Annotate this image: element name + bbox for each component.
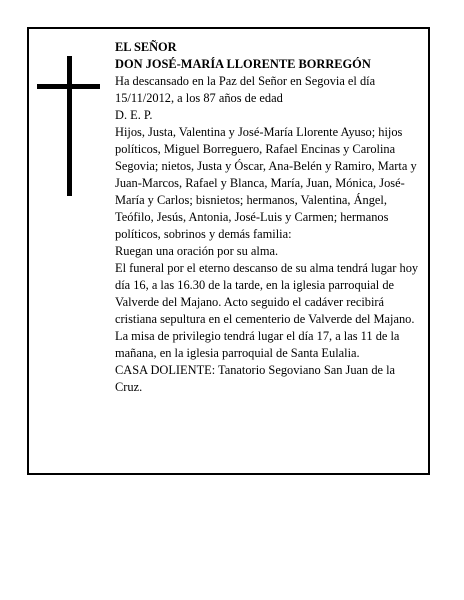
funeral-details: El funeral por el eterno descanso de su alma tendrá lugar hoy día 16, a las 16.30 de la tarde, en la iglesia parroquial de Valverde del Majano. Acto seguido el cadáver recibirá cristiana sepultura en el cementerio de Valverde del Majano. La misa de privilegio tendrá lugar el día 17, a las 11 de la mañana, en la iglesia parroquial de Santa Eulalia. <box>115 261 419 360</box>
cross-horizontal-bar <box>37 84 100 89</box>
announcement: Ha descansado en la Paz del Señor en Segovia el día 15/11/2012, a los 87 años de edad <box>115 74 376 105</box>
cross-vertical-bar <box>67 56 72 196</box>
casa-doliente: CASA DOLIENTE: Tanatorio Segoviano San Juan de la Cruz. <box>115 363 396 394</box>
obituary-text <box>115 39 420 396</box>
family-list: Hijos, Justa, Valentina y José-María Llorente Ayuso; hijos políticos, Miguel Borreguero, Rafael Encinas y Carolina Segovia; nietos, Justa y Óscar, Ana-Belén y Ramiro, Marta y Juan-Marcos, Rafael y Blanca, María, Juan, Mónica, José-María y Carlos; bisnietos; hermanos, Valentina, Ángel, Teófilo, Jesús, Antonia, José-Luis y Carmen; hermanos políticos, sobrinos y demás familia: <box>115 125 417 241</box>
title-line-1: EL SEÑOR <box>115 40 177 54</box>
dep: D. E. P. <box>115 108 153 122</box>
deceased-name: DON JOSÉ-MARÍA LLORENTE BORREGÓN <box>115 57 371 71</box>
prayer-request: Ruegan una oración por su alma. <box>115 244 279 258</box>
